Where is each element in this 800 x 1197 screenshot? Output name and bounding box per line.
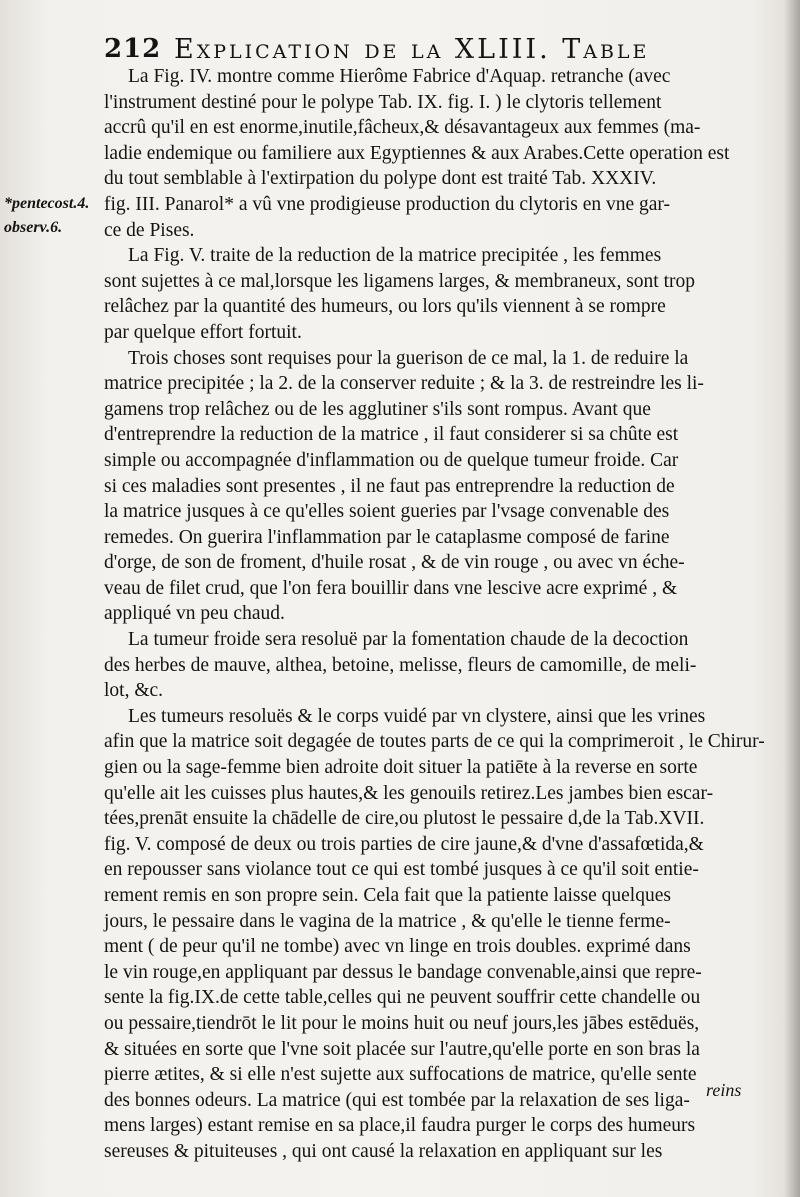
text-line: si ces maladies sont presentes , il ne faut pas entreprendre la reduction de xyxy=(104,475,675,497)
text-line: simple ou accompagnée d'inflammation ou de quelque tumeur froide. Car xyxy=(104,449,679,471)
running-title: Explication de la XLIII. Table xyxy=(174,34,650,65)
text-line: en repousser sans violance tout ce qui est tombé jusques à ce qu'il soit entie- xyxy=(104,859,699,881)
text-line: gamens trop relâchez ou de les agglutiner s'ils sont rompus. Avant que xyxy=(104,398,651,420)
text-line: remedes. On guerira l'inflammation par le cataplasme composé de farine xyxy=(104,526,670,548)
text-line: La tumeur froide sera resoluë par la fomentation chaude de la decoction xyxy=(128,629,689,651)
text-line: qu'elle ait les cuisses plus hautes,& les genouils retirez.Les jambes bien escar- xyxy=(104,782,714,804)
text-line: mens larges) estant remise en sa place,il faudra purger le corps des humeurs xyxy=(104,1115,696,1137)
text-line: d'entreprendre la reduction de la matrice , il faut considerer si sa chûte est xyxy=(104,424,679,446)
text-line: sente la fig.IX.de cette table,celles qui ne peuvent souffrir cette chandelle ou xyxy=(104,987,701,1009)
text-line: pierre ætites, & si elle n'est sujette aux suffocations de matrice, qu'elle sente xyxy=(104,1064,697,1086)
text-line: ladie endemique ou familiere aux Egyptiennes & aux Arabes.Cette operation est xyxy=(104,142,730,164)
text-line: du tout semblable à l'extirpation du polype dont est traité Tab. XXXIV. xyxy=(104,168,657,190)
text-line: matrice precipitée ; la 2. de la conserver reduite ; & la 3. de restreindre les li- xyxy=(104,373,704,395)
body-text xyxy=(104,64,780,1165)
text-line: l'instrument destiné pour le polype Tab. IX. fig. I. ) le clytoris tellement xyxy=(104,91,662,113)
text-line: d'orge, de son de froment, d'huile rosat , & de vin rouge , ou avec vn éche- xyxy=(104,552,685,574)
text-line: La Fig. V. traite de la reduction de la matrice precipitée , les femmes xyxy=(128,245,662,267)
text-line: rement remis en son propre sein. Cela fait que la patiente laisse quelques xyxy=(104,885,671,906)
text-line: & situées en sorte que l'vne soit placée sur l'autre,qu'elle porte en son bras la xyxy=(104,1038,700,1060)
margin-note: observ.6. xyxy=(4,219,63,236)
text-line: accrû qu'il en est enorme,inutile,fâcheux,& désavantageux aux femmes (ma- xyxy=(104,117,701,139)
catchword: reins xyxy=(706,1080,742,1100)
text-line: Trois choses sont requises pour la guerison de ce mal, la 1. de reduire la xyxy=(128,347,689,369)
text-line: sont sujettes à ce mal,lorsque les ligamens larges, & membraneux, sont trop xyxy=(104,270,696,292)
text-line: lot, &c. xyxy=(104,680,164,702)
page-number: 212 xyxy=(104,34,162,64)
text-line: des herbes de mauve, althea, betoine, melisse, fleurs de camomille, de meli- xyxy=(104,654,697,676)
margin-notes xyxy=(4,192,102,240)
text-line: sereuses & pituiteuses , qui ont causé la relaxation en appliquant sur les xyxy=(104,1140,663,1162)
text-line: ment ( de peur qu'il ne tombe) avec vn linge en trois doubles. exprimé dans xyxy=(104,936,691,958)
text-line: jours, le pessaire dans le vagina de la matrice , & qu'elle le tienne ferme- xyxy=(104,910,671,932)
page-edge-shadow xyxy=(784,0,800,1197)
text-line: relâchez par la quantité des humeurs, ou lors qu'ils viennent à se rompre xyxy=(104,296,666,318)
text-line: des bonnes odeurs. La matrice (qui est tombée par la relaxation de ses liga- xyxy=(104,1089,690,1111)
text-line: Les tumeurs resoluës & le corps vuidé par vn clystere, ainsi que les vrines xyxy=(128,705,706,727)
text-line: le vin rouge,en appliquant par dessus le bandage convenable,ainsi que repre- xyxy=(104,961,702,983)
text-line: La Fig. IV. montre comme Hierôme Fabrice d'Aquap. retranche (avec xyxy=(128,66,671,87)
text-line: ce de Pises. xyxy=(104,219,195,241)
text-line: ou pessaire,tiendrōt le lit pour le moins huit ou neuf jours,les jābes estēduës, xyxy=(104,1012,700,1034)
text-line: fig. V. composé de deux ou trois parties de cire jaune,& d'vne d'assafœtida,& xyxy=(104,833,704,855)
page-header xyxy=(104,34,724,64)
text-line: veau de filet crud, que l'on fera bouillir dans vne lescive acre exprimé , & xyxy=(104,577,678,599)
margin-note: *pentecost.4. xyxy=(4,195,90,212)
text-line: fig. III. Panarol* a vû vne prodigieuse production du clytoris en vne gar- xyxy=(104,193,671,215)
text-line: appliqué vn peu chaud. xyxy=(104,603,285,625)
text-line: gien ou la sage-femme bien adroite doit situer la patiēte à la reverse en sorte xyxy=(104,757,698,779)
text-line: tées,prenāt ensuite la chādelle de cire,ou plutost le pessaire d,de la Tab.XVII. xyxy=(104,808,705,830)
text-line: afin que la matrice soit degagée de toutes parts de ce qui la comprimeroit , le Chirur- xyxy=(104,731,765,753)
text-line: par quelque effort fortuit. xyxy=(104,321,302,343)
text-line: la matrice jusques à ce qu'elles soient gueries par l'vsage convenable des xyxy=(104,501,670,523)
